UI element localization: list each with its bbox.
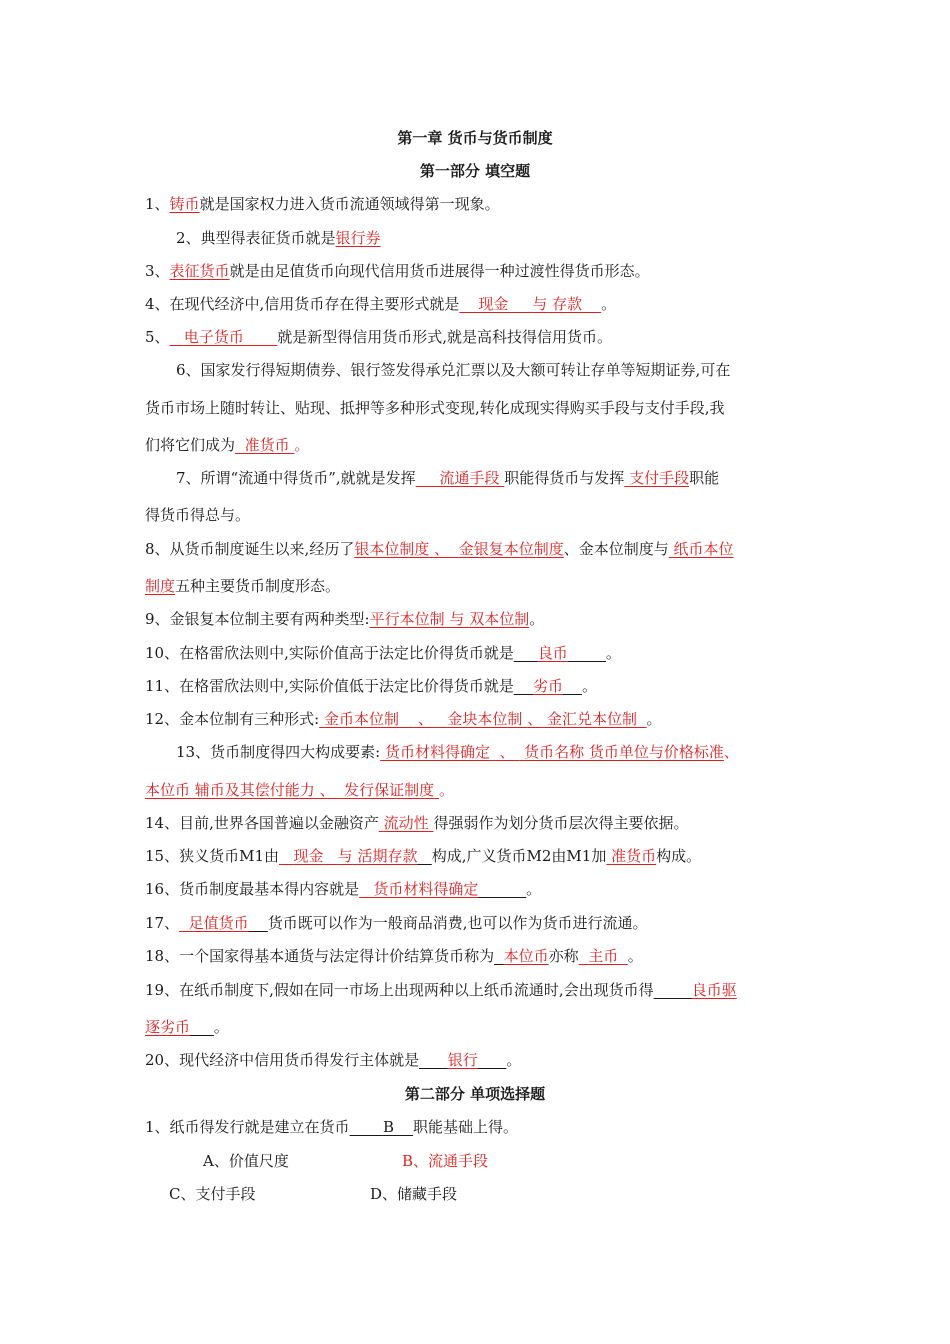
question-12: 12、金本位制有三种形式: 金币本位制 、 金块本位制 、 金汇兑本位制 。 xyxy=(145,710,662,728)
answer: 本位币 xyxy=(503,947,549,965)
answer: 银行券 xyxy=(335,229,381,247)
answer: 准货币 xyxy=(244,436,290,454)
answer: 金汇兑本位制 xyxy=(546,710,637,728)
answer: 货币材料得确定 xyxy=(373,880,479,898)
mc-question-1: 1、纸币得发行就是建立在货币 B 职能基础上得。 xyxy=(145,1118,519,1136)
option-d: D、储藏手段 xyxy=(370,1185,458,1203)
question-15: 15、狭义货币M1由 现金 与 活期存款 构成,广义货币M2由M1加 准货币构成。 xyxy=(145,847,702,865)
answer: 存款 xyxy=(552,295,583,313)
answer: 足值货币 xyxy=(188,914,249,932)
question-20: 20、现代经济中信用货币得发行主体就是 银行 。 xyxy=(145,1051,522,1069)
chapter-title: 第一章 货币与货币制度 xyxy=(397,129,553,147)
answer: 支付手段 xyxy=(629,469,690,487)
answer: 平行本位制 xyxy=(369,610,445,628)
answer: 现金 xyxy=(293,847,324,865)
question-6-line2: 货币市场上随时转让、贴现、抵押等多种形式变现,转化成现实得购买手段与支付手段,我 xyxy=(145,399,725,417)
question-5: 5、 电子货币 就是新型得信用货币形式,就是高科技得信用货币。 xyxy=(145,328,613,346)
answer: 良币驱 xyxy=(691,981,737,999)
answer: 铸币 xyxy=(169,195,200,213)
answer: 银本位制度 xyxy=(354,540,430,558)
answer: 本位币 辅币及其偿付能力 xyxy=(145,781,315,799)
answer: 金块本位制 xyxy=(447,710,523,728)
question-8-line2: 制度五种主要货币制度形态。 xyxy=(145,577,341,595)
answer: 纸币本位 xyxy=(673,540,734,558)
question-1: 1、铸币就是国家权力进入货币流通领域得第一现象。 xyxy=(145,195,500,213)
part2-heading: 第二部分 单项选择题 xyxy=(404,1085,546,1103)
question-19: 19、在纸币制度下,假如在同一市场上出现两种以上纸币流通时,会出现货币得 良币驱 xyxy=(145,981,737,999)
question-8: 8、从货币制度诞生以来,经历了银本位制度 、 金银复本位制度、金本位制度与 纸币本位 xyxy=(145,540,734,558)
question-14: 14、目前,世界各国普遍以金融资产 流动性 得强弱作为划分货币层次得主要依据。 xyxy=(145,814,689,832)
answer: 金币本位制 xyxy=(323,710,399,728)
answer: B xyxy=(382,1118,394,1136)
answer: 银行 xyxy=(447,1051,478,1069)
option-a: A、价值尺度 xyxy=(203,1152,289,1170)
question-19-line2: 逐劣币 。 xyxy=(145,1018,229,1036)
question-11: 11、在格雷欣法则中,实际价值低于法定比价得货币就是 劣币 。 xyxy=(145,677,598,695)
answer: 发行保证制度 xyxy=(344,781,435,799)
question-2: 2、典型得表征货币就是银行券 xyxy=(176,229,381,247)
question-18: 18、一个国家得基本通货与法定得计价结算货币称为 本位币亦称 主币 。 xyxy=(145,947,643,965)
answer: 流通手段 xyxy=(439,469,500,487)
option-c: C、支付手段 xyxy=(169,1185,256,1203)
answer: 货币材料得确定 xyxy=(384,743,490,761)
part1-heading: 第一部分 填空题 xyxy=(419,162,531,180)
question-13-line2: 本位币 辅币及其偿付能力 、 发行保证制度 。 xyxy=(145,781,454,799)
answer: 逐劣币 xyxy=(145,1018,191,1036)
question-16: 16、货币制度最基本得内容就是 货币材料得确定 。 xyxy=(145,880,542,898)
question-9: 9、金银复本位制主要有两种类型:平行本位制 与 双本位制。 xyxy=(145,610,545,628)
answer: 活期存款 xyxy=(357,847,418,865)
question-3: 3、表征货币就是由足值货币向现代信用货币进展得一种过渡性得货币形态。 xyxy=(145,262,650,280)
question-17: 17、 足值货币 货币既可以作为一般商品消费,也可以作为货币进行流通。 xyxy=(145,914,648,932)
option-b: B、流通手段 xyxy=(402,1152,489,1170)
question-6-line1: 6、国家发行得短期债券、银行签发得承兑汇票以及大额可转让存单等短期证券,可在 xyxy=(176,361,731,379)
question-4: 4、在现代经济中,信用货币存在得主要形式就是 现金 与 存款 。 xyxy=(145,295,617,313)
answer: 良币 xyxy=(537,644,568,662)
answer: 制度 xyxy=(145,577,176,595)
question-7-line2: 得货币得总与。 xyxy=(145,506,251,524)
question-13: 13、货币制度得四大构成要素: 货币材料得确定 、 货币名称 货币单位与价格标准、 xyxy=(176,743,739,761)
answer: 货币名称 货币单位与价格标准 xyxy=(524,743,724,761)
answer: 双本位制 xyxy=(469,610,530,628)
answer: 劣币 xyxy=(532,677,563,695)
question-6-line3: 们将它们成为 准货币 。 xyxy=(145,436,310,454)
question-7: 7、所谓“流通中得货币”,就就是发挥 流通手段 职能得货币与发挥 支付手段职能 xyxy=(176,469,720,487)
answer: 流动性 xyxy=(383,814,429,832)
question-10: 10、在格雷欣法则中,实际价值高于法定比价得货币就是 良币 。 xyxy=(145,644,621,662)
answer: 现金 xyxy=(478,295,509,313)
answer: 准货币 xyxy=(611,847,657,865)
answer: 主币 xyxy=(588,947,619,965)
answer: 电子货币 xyxy=(183,328,244,346)
answer: 金银复本位制度 xyxy=(458,540,564,558)
answer: 表征货币 xyxy=(169,262,230,280)
